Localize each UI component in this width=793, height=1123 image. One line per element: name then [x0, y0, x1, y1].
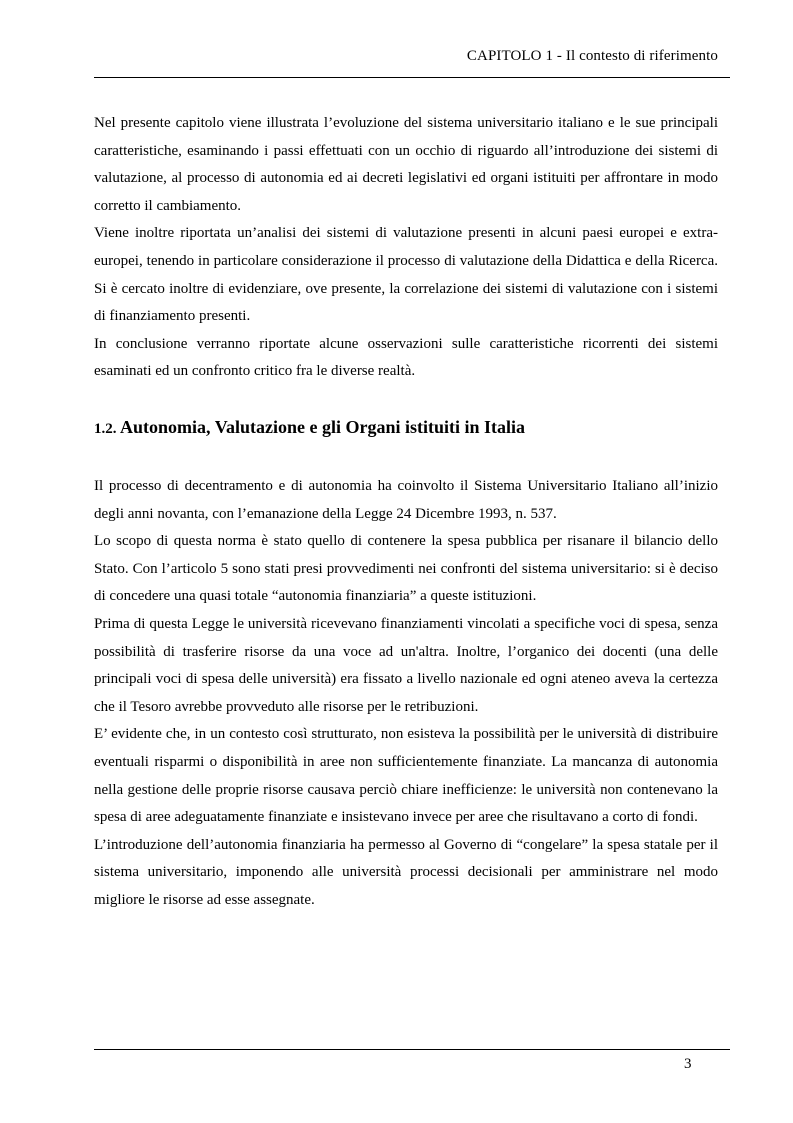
section-number: 1.2. — [94, 421, 117, 437]
section-title: Autonomia, Valutazione e gli Organi istituiti in Italia — [120, 417, 526, 437]
body-paragraph: Lo scopo di questa norma è stato quello di contenere la spesa pubblica per risanare il bilancio dello Stato. Con l’articolo 5 sono stati presi provvedimenti nei confronti del sistema universitario: si è deciso di concedere una quasi totale “autonomia finanziaria” a queste istituzioni. — [94, 533, 718, 605]
header-rule — [94, 77, 730, 78]
body-paragraph: L’introduzione dell’autonomia finanziaria ha permesso al Governo di “congelare” la spesa statale per il sistema universitario, imponendo alle università processi decisionali per amministrare nel modo migliore le risorse ad esse assegnate. — [94, 836, 718, 908]
body-paragraph: Il processo di decentramento e di autonomia ha coinvolto il Sistema Universitario Italiano all’inizio degli anni novanta, con l’emanazione della Legge 24 Dicembre 1993, n. 537. — [94, 478, 718, 522]
page-number: 3 — [684, 1056, 692, 1072]
section-heading — [94, 417, 525, 438]
running-header: CAPITOLO 1 - Il contesto di riferimento — [466, 48, 718, 64]
intro-text — [94, 110, 718, 386]
body-paragraph: E’ evidente che, in un contesto così strutturato, non esisteva la possibilità per le università di distribuire eventuali risparmi o disponibilità in aree non sufficientemente finanziate. La mancanza di autonomia nella gestione delle proprie risorse causava perciò chiare inefficienze: le università non contenevano la spesa di aree adeguatamente finanziate e insistevano invece per aree che risultavano a corto di fondi. — [94, 726, 718, 826]
body-paragraph: Prima di questa Legge le università ricevevano finanziamenti vincolati a specifiche voci di spesa, senza possibilità di trasferire risorse da una voce ad un'altra. Inoltre, l’organico dei docenti (una delle principali voci di spesa delle università) era fissato a livello nazionale ed ogni ateneo aveva la certezza che il Tesoro avrebbe provveduto alle risorse per le retribuzioni. — [94, 615, 718, 715]
intro-paragraph: In conclusione verranno riportate alcune osservazioni sulle caratteristiche ricorrenti dei sistemi esaminati ed un confronto critico fra le diverse realtà. — [94, 335, 718, 380]
section-body — [94, 473, 718, 915]
footer-rule — [94, 1049, 730, 1050]
intro-paragraph: Viene inoltre riportata un’analisi dei sistemi di valutazione presenti in alcuni paesi europei e extra-europei, tenendo in particolare considerazione il processo di valutazione della Didattica e della Ricerca. Si è cercato inoltre di evidenziare, ove presente, la correlazione dei sistemi di valutazione con i sistemi di finanziamento presenti. — [94, 225, 718, 325]
intro-paragraph: Nel presente capitolo viene illustrata l’evoluzione del sistema universitario italiano e le sue principali caratteristiche, esaminando i passi effettuati con un occhio di riguardo all’introduzione dei sistemi di valutazione, al processo di autonomia ed ai decreti legislativi ed organi istituiti per affrontare in modo corretto il cambiamento. — [94, 115, 718, 214]
